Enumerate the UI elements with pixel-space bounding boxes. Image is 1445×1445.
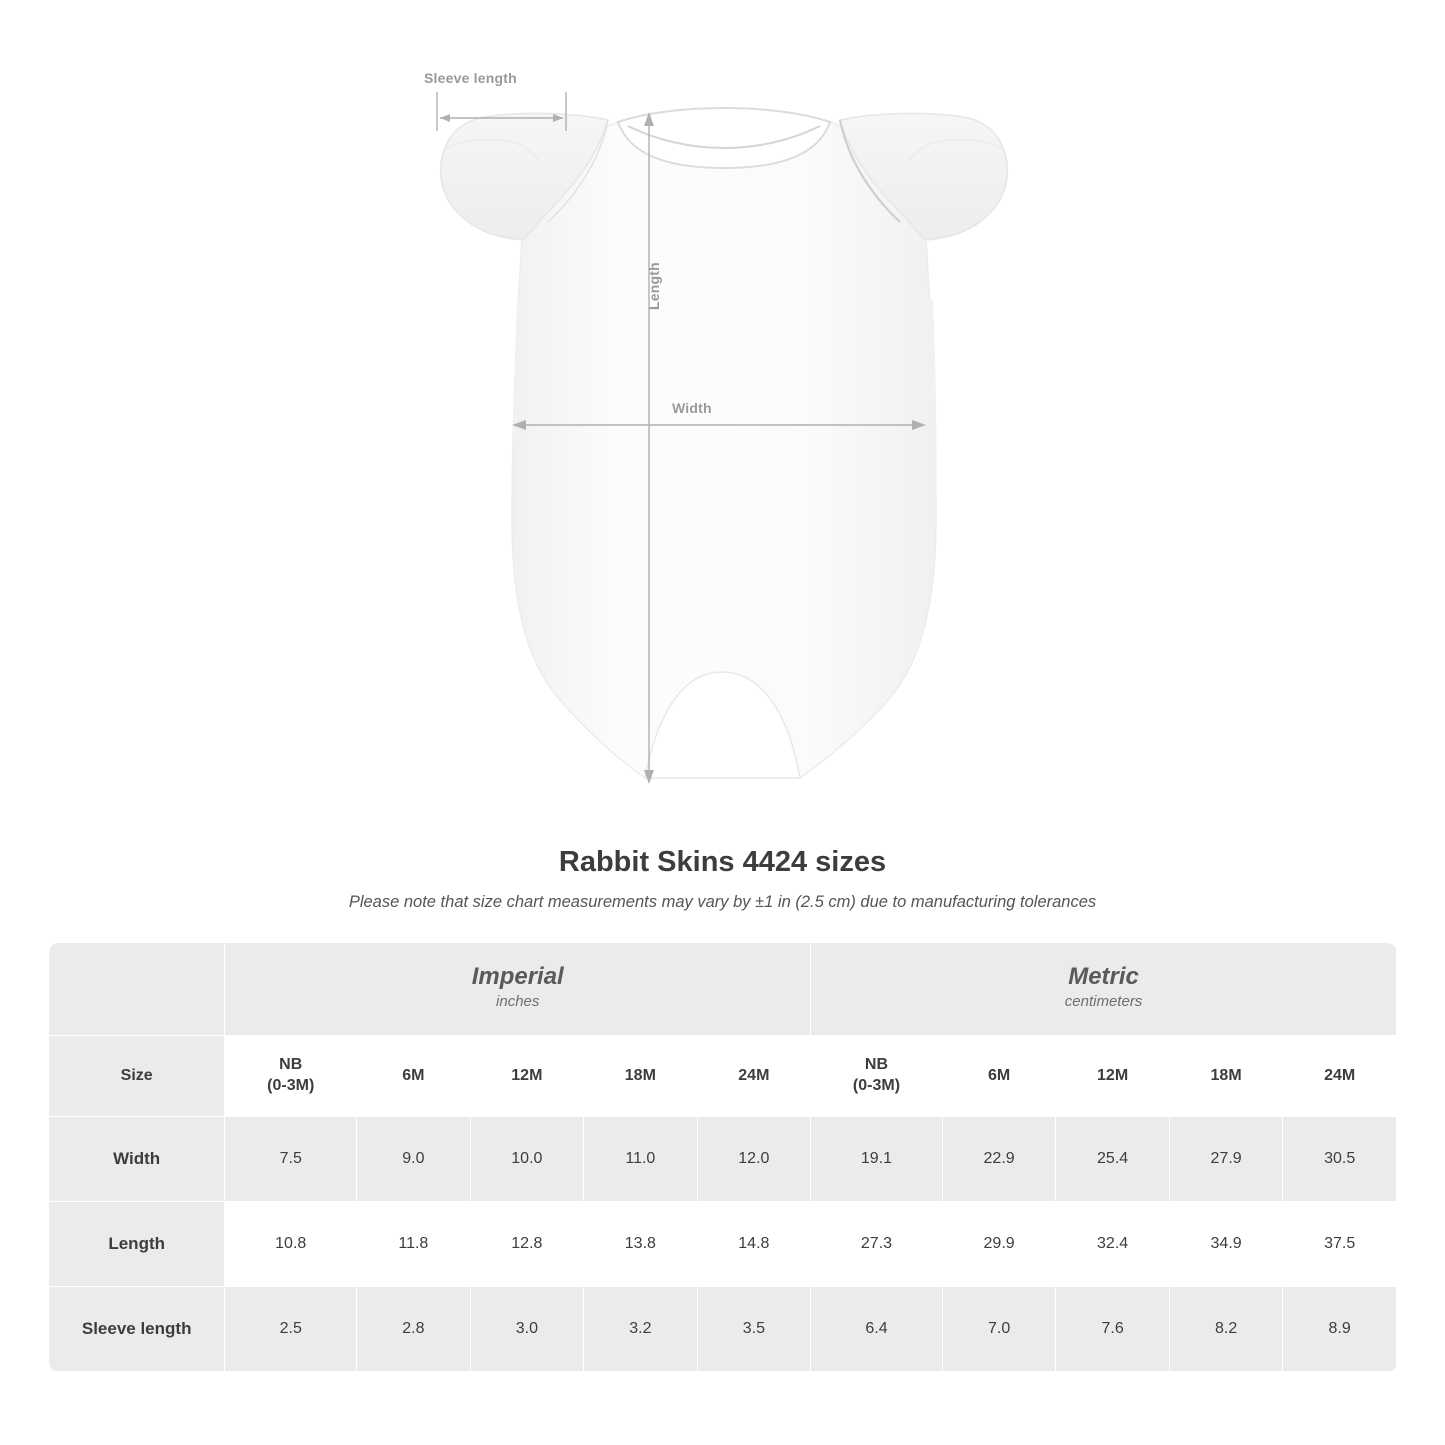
cell-width-6m-cm: 22.9	[942, 1117, 1056, 1202]
cell-length-18m-cm: 34.9	[1169, 1202, 1283, 1287]
column-header-nb-metric	[811, 1036, 943, 1117]
cell-width-18m-cm: 27.9	[1169, 1117, 1283, 1202]
column-header-line1: NB	[864, 1056, 889, 1074]
cell-width-nb-cm: 19.1	[811, 1117, 943, 1202]
cell-length-18m-in: 13.8	[584, 1202, 698, 1287]
cell-width-nb-in: 7.5	[225, 1117, 357, 1202]
page-title: Rabbit Skins 4424 sizes	[558, 846, 887, 878]
cell-sleeve-12m-in: 3.0	[470, 1287, 584, 1372]
cell-length-nb-in: 10.8	[225, 1202, 357, 1287]
column-header-18m-metric: 18M	[1169, 1036, 1283, 1117]
column-header-12m-imperial: 12M	[470, 1036, 584, 1117]
size-chart-table-wrap	[48, 942, 1397, 1372]
title-block	[0, 846, 1445, 912]
length-label: Length	[646, 262, 662, 310]
cell-length-6m-in: 11.8	[357, 1202, 471, 1287]
tolerance-note: Please note that size chart measurements may vary by ±1 in (2.5 cm) due to manufacturing tolerances	[348, 893, 1097, 911]
cell-sleeve-24m-in: 3.5	[697, 1287, 811, 1372]
column-header-12m-metric: 12M	[1056, 1036, 1170, 1117]
cell-sleeve-6m-in: 2.8	[357, 1287, 471, 1372]
cell-length-12m-cm: 32.4	[1056, 1202, 1170, 1287]
sleeve-length-label: Sleeve length	[424, 70, 517, 86]
column-header-line2: (0-3M)	[852, 1077, 901, 1094]
unit-banner-row	[49, 943, 1397, 1036]
column-header-18m-imperial: 18M	[584, 1036, 698, 1117]
column-header-6m-metric: 6M	[942, 1036, 1056, 1117]
cell-sleeve-6m-cm: 7.0	[942, 1287, 1056, 1372]
unit-group-metric-name: Metric	[1068, 963, 1139, 991]
cell-width-12m-cm: 25.4	[1056, 1117, 1170, 1202]
row-label-width: Width	[49, 1117, 225, 1202]
size-chart-table	[48, 942, 1397, 1372]
column-header-line1: NB	[279, 1056, 303, 1074]
cell-length-12m-in: 12.8	[470, 1202, 584, 1287]
cell-width-24m-cm: 30.5	[1283, 1117, 1397, 1202]
column-header-line2: (0-3M)	[267, 1077, 315, 1094]
unit-group-metric-sub: centimeters	[1064, 993, 1143, 1011]
cell-length-6m-cm: 29.9	[942, 1202, 1056, 1287]
cell-width-24m-in: 12.0	[697, 1117, 811, 1202]
cell-length-24m-cm: 37.5	[1283, 1202, 1397, 1287]
cell-width-12m-in: 10.0	[470, 1117, 584, 1202]
table-row	[49, 1117, 1397, 1202]
cell-sleeve-18m-in: 3.2	[584, 1287, 698, 1372]
row-label-length: Length	[49, 1202, 225, 1287]
unit-group-metric	[811, 943, 1397, 1036]
column-header-row	[49, 1036, 1397, 1117]
cell-sleeve-24m-cm: 8.9	[1283, 1287, 1397, 1372]
row-label-sleeve-length: Sleeve length	[49, 1287, 225, 1372]
column-header-24m-imperial: 24M	[697, 1036, 811, 1117]
cell-sleeve-nb-cm: 6.4	[811, 1287, 943, 1372]
table-row	[49, 1202, 1397, 1287]
unit-group-imperial-name: Imperial	[471, 963, 564, 991]
cell-sleeve-nb-in: 2.5	[225, 1287, 357, 1372]
column-header-24m-metric: 24M	[1283, 1036, 1397, 1117]
table-row	[49, 1287, 1397, 1372]
cell-length-24m-in: 14.8	[697, 1202, 811, 1287]
column-header-6m-imperial: 6M	[357, 1036, 471, 1117]
column-header-nb-imperial	[225, 1036, 357, 1117]
row-label-header: Size	[49, 1036, 225, 1117]
cell-length-nb-cm: 27.3	[811, 1202, 943, 1287]
unit-group-imperial	[225, 943, 811, 1036]
cell-sleeve-12m-cm: 7.6	[1056, 1287, 1170, 1372]
unit-group-imperial-sub: inches	[496, 993, 540, 1011]
cell-sleeve-18m-cm: 8.2	[1169, 1287, 1283, 1372]
width-label: Width	[672, 400, 712, 416]
cell-width-18m-in: 11.0	[584, 1117, 698, 1202]
cell-width-6m-in: 9.0	[357, 1117, 471, 1202]
unit-banner-corner	[49, 943, 225, 1036]
